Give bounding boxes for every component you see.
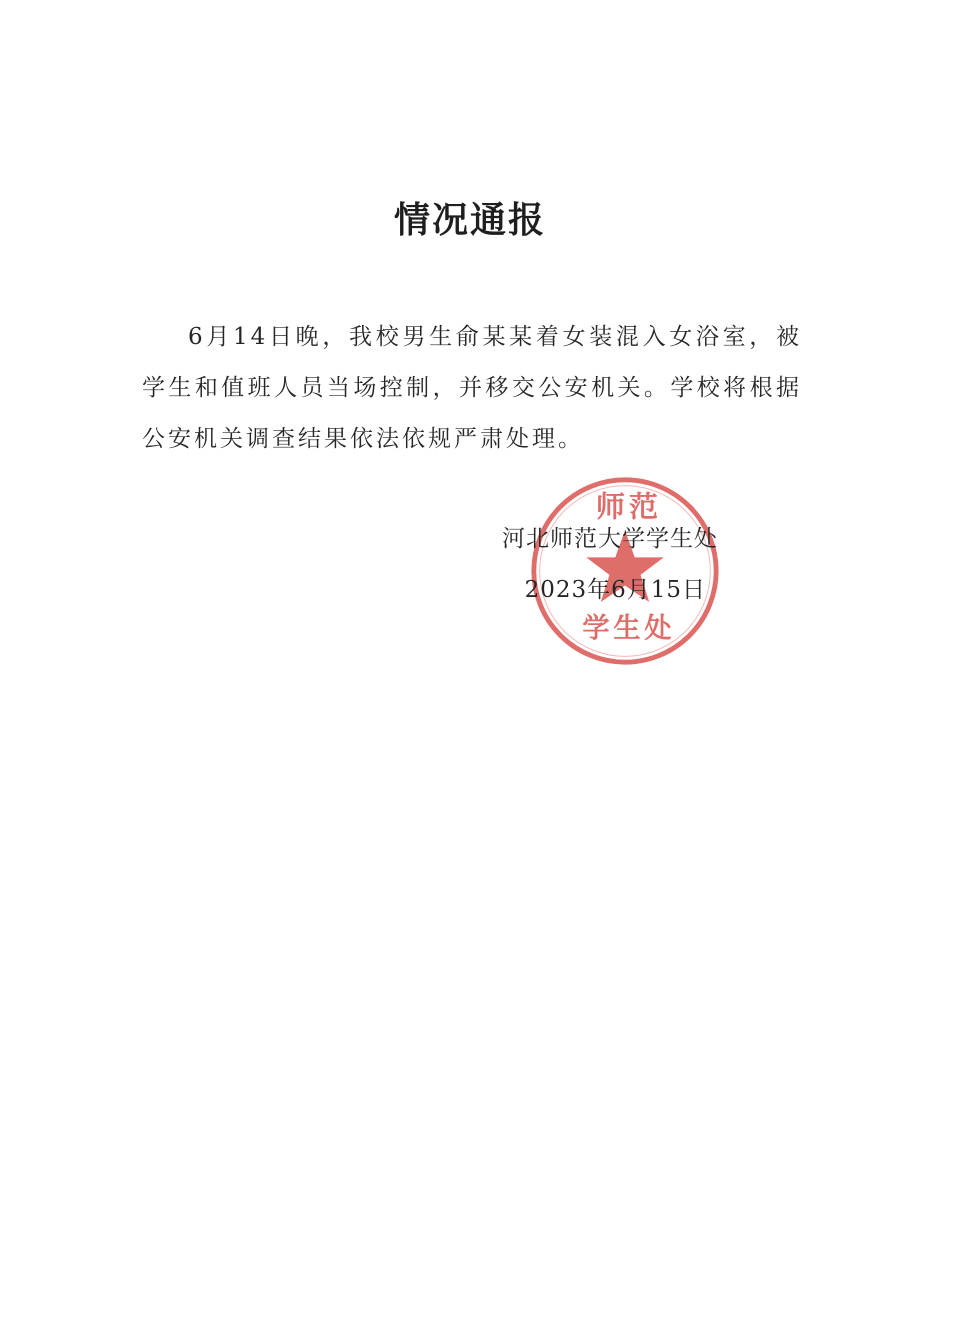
document-body: 6月14日晚，我校男生俞某某着女装混入女浴室，被学生和值班人员当场控制，并移交公安机关。学校将根据公安机关调查结果依法依规严肃处理。 <box>142 324 802 452</box>
signature-organization: 河北师范大学学生处 <box>502 526 718 552</box>
seal-bottom-text: 学生处 <box>582 612 676 644</box>
seal-top-text: 师范 <box>595 489 662 524</box>
document-title: 情况通报 <box>393 200 546 241</box>
signature-date: 2023年6月15日 <box>524 577 706 603</box>
